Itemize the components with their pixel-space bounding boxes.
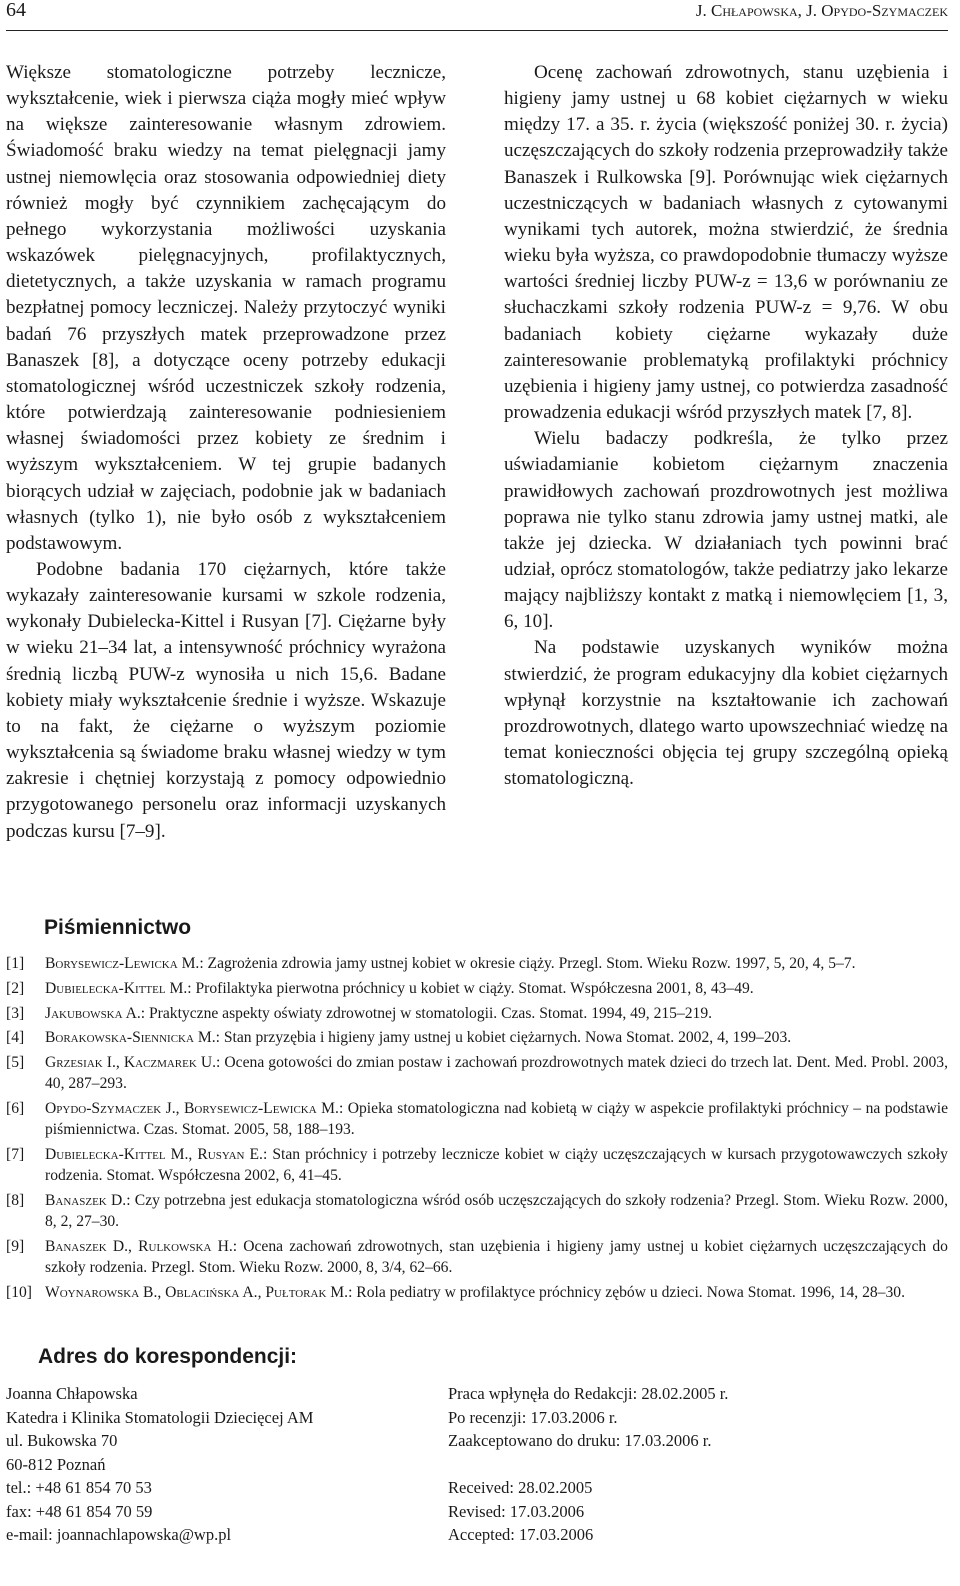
street: ul. Bukowska 70 [6,1431,118,1450]
references-list [6,953,948,1307]
reference-authors: Woynarowska B., Oblacińska A., Pułtorak M. [45,1284,349,1302]
body-paragraph: Ocenę zachowań zdrowotnych, stanu uzębienia i higieny jamy ustnej u 68 kobiet ciężarnych w wieku między 17. a 35. r. życia (większość poniżej 30. r. życia) uczęszczających do szkoły rodzenia przeprowadziły także Banaszek i Rulkowska [9]. Porównując wiek ciężarnych uczestniczących w badaniach własnych z cytowanymi wynikami tych autorek, można stwierdzić, że średnia wieku była wyższa, co prawdopodobnie tłumaczy wyższe wartości średniej liczby PUW-z = 13,6 w porównaniu ze słuchaczkami szkoły rodzenia PUW-z = 9,76. W obu badaniach kobiety ciężarne wykazały duże zainteresowanie problematyką profilaktyki próchnicy uzębienia i higieny jamy ustnej, co potwierdza zasadność prowadzenia edukacji wśród przyszłych matek [7, 8]. [504,62,948,424]
accepted-date-en: Accepted: 17.03.2006 [448,1525,594,1544]
body-paragraph: Wielu badaczy podkreśla, że tylko przez uświadamianie kobietom ciężarnym znaczenia prawidłowych zachowań prozdrowotnych jest możliwa poprawa nie tylko stanu zdrowia jamy ustnej matki, ale także jej dziecka. W działaniach tych powinni brać udział, oprócz stomatologów, także pediatrzy jako lekarze mający najbliższy kontakt z matką i niemowlęciem [1, 3, 6, 10]. [504,428,948,633]
reference-authors: Banaszek D. [45,1192,127,1210]
department: Katedra i Klinika Stomatologii Dziecięcej AM [6,1407,314,1427]
revised-date-pl: Po recenzji: 17.03.2006 r. [448,1407,618,1427]
body-paragraph: Na podstawie uzyskanych wyników można stwierdzić, że program edukacyjny dla kobiet ciężarnych wpłynął korzystnie na kształtowanie ich zachowań prozdrowotnych, dlatego warto upowszechniać wiedzę na temat konieczności objęcia tej grupy szczególną opieką stomatologiczną. [504,637,948,790]
reference-text: : Profilaktyka pierwotna próchnicy u kobiet w ciąży. Stomat. Współczesna 2001, 8, 43–49. [187,979,754,997]
reference-number: [5] [6,1054,25,1072]
reference-item [6,1190,948,1232]
reference-text: : Opieka stomatologiczna nad kobietą w ciąży w aspekcie profilaktyki próchnicy – na podstawie piśmiennictwa. Czas. Stomat. 2005, 58, 188–193. [45,1100,949,1139]
submission-dates [448,1382,728,1547]
city: 60-812 Poznań [6,1454,106,1474]
reference-number: [4] [6,1029,25,1047]
reference-authors: Borakowska-Siennicka M. [45,1029,216,1047]
reference-item [6,1144,948,1186]
body-paragraph: Większe stomatologiczne potrzeby lecznicze, wykształcenie, wiek i pierwsza ciąża mogły mieć wpływ na większe zainteresowanie własnym zdrowiem. Świadomość braku wiedzy na temat pielęgnacji jamy ustnej niemowlęcia oraz stosowania odpowiedniej diety również mogły być czynnikiem zachęcającym do pełnego wykorzystania możliwości uzyskania wskazówek pielęgnacyjnych, profilaktycznych, dietetycznych, a także uzyskania w ramach programu bezpłatnej pomocy leczniczej. Należy przytoczyć wyniki badań 76 przyszłych matek przeprowadzone przez Banaszek [8], a dotyczące oceny potrzeby edukacji stomatologicznej wśród uczestniczek szkoły rodzenia, które potwierdzają zainteresowanie podniesieniem własnej świadomości przez kobiety ze średnim i wyższym wykształceniem. W tej grupie badanych biorących udział w zajęciach, podobnie jak w badaniach własnych (tylko 1), nie było osób z wykształceniem podstawowym. [6,62,446,554]
page-number: 64 [6,0,26,21]
references-heading: Piśmiennictwo [44,916,192,939]
reference-number: [1] [6,955,25,972]
running-head: J. Chłapowska, J. Opydo-Szymaczek [695,1,948,20]
received-date-en: Received: 28.02.2005 [448,1478,593,1497]
reference-item [6,1027,948,1048]
reference-authors: Grzesiak I., Kaczmarek U. [45,1054,217,1072]
reference-item [6,1052,948,1094]
body-paragraph: Podobne badania 170 ciężarnych, które także wykazały zainteresowanie kursami w szkole rodzenia, wykonały Dubielecka-Kittel i Rusyan [7]. Ciężarne były w wieku 21–34 lat, a intensywność próchnicy wyrażona średnią liczbą PUW-z wynosiła u nich 15,6. Badane kobiety miały wykształcenie średnie i wyższe. Wskazuje to na fakt, że ciężarne o wyższym poziomie wykształcenia są świadome braku własnej wiedzy w tym zakresie i chętniej korzystają z pomocy odpowiednio przygotowanego personelu oraz informacji uzyskanych podczas kursu [7–9]. [6,558,446,842]
reference-text: : Czy potrzebna jest edukacja stomatologiczna wśród osób uczęszczających do szkoły rodzenia? Przegl. Stom. Wieku Rozw. 2000, 8, 2, 27–30. [45,1192,948,1231]
right-column [504,60,948,792]
reference-authors: Opydo-Szymaczek J., Borysewicz-Lewicka M. [45,1100,339,1118]
reference-item [6,978,948,999]
received-date-pl: Praca wpłynęła do Redakcji: 28.02.2005 r. [448,1384,729,1403]
reference-number: [7] [6,1146,25,1164]
correspondence-heading: Adres do korespondencji: [38,1345,298,1368]
phone: tel.: +48 61 854 70 53 [6,1478,152,1497]
reference-number: [9] [6,1238,25,1256]
reference-text: : Stan przyzębia i higieny jamy ustnej u kobiet ciężarnych. Nowa Stomat. 2002, 4, 199–203. [215,1029,792,1047]
reference-text: : Ocena gotowości do zmian postaw i zachowań prozdrowotnych matek dzieci do trzech lat. Dent. Med. Probl. 2003, 40, 287–293. [45,1054,948,1093]
reference-authors: Dubielecka-Kittel M. [45,979,188,997]
revised-date-en: Revised: 17.03.2006 [448,1501,585,1521]
reference-text: : Praktyczne aspekty oświaty zdrowotnej w stomatologii. Czas. Stomat. 1994, 49, 215–219. [140,1004,713,1022]
page-header [6,0,948,31]
reference-number: [10] [6,1284,32,1302]
reference-text: : Rola pediatry w profilaktyce próchnicy zębów u dzieci. Nowa Stomat. 1996, 14, 28–30. [348,1284,905,1302]
reference-authors: Jakubowska A. [45,1004,141,1022]
reference-item [6,1003,948,1024]
reference-number: [2] [6,979,25,997]
reference-number: [6] [6,1100,25,1118]
author-name: Joanna Chłapowska [6,1384,138,1403]
reference-number: [3] [6,1004,25,1022]
reference-item [6,1282,948,1303]
reference-authors: Borysewicz-Lewicka M. [45,955,200,972]
reference-authors: Dubielecka-Kittel M., Rusyan E. [45,1146,263,1164]
email: e-mail: joannachlapowska@wp.pl [6,1525,232,1544]
reference-item [6,1236,948,1278]
reference-text: : Ocena zachowań zdrowotnych, stan uzębienia i higieny jamy ustnej u kobiet ciężarnych uczęszczających do szkoły rodzenia. Przegl. Stom. Wieku Rozw. 2000, 8, 3/4, 62–66. [45,1238,948,1277]
reference-text: : Stan próchnicy i potrzeby lecznicze kobiet w ciąży uczęszczających w kursach przygotowawczych szkoły rodzenia. Stomat. Współczesna 2002, 6, 41–45. [45,1146,948,1185]
left-column [6,60,446,845]
accepted-date-pl: Zaakceptowano do druku: 17.03.2006 r. [448,1431,712,1450]
reference-number: [8] [6,1192,25,1210]
correspondence-address [6,1382,313,1547]
reference-item [6,1098,948,1140]
reference-text: : Zagrożenia zdrowia jamy ustnej kobiet w okresie ciąży. Przegl. Stom. Wieku Rozw. 1997, 5, 20, 4, 5–7. [199,955,856,972]
spacer [448,1453,728,1477]
fax: fax: +48 61 854 70 59 [6,1501,153,1521]
reference-item [6,953,948,974]
reference-authors: Banaszek D., Rulkowska H. [45,1238,233,1256]
